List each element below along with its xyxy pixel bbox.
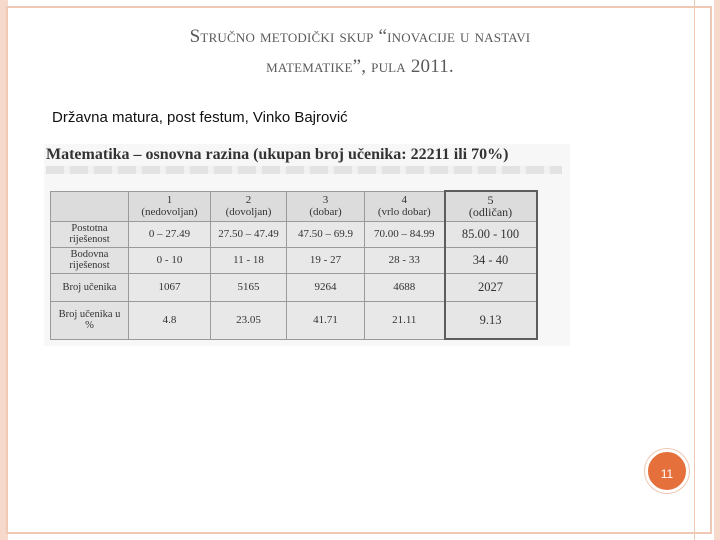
table-cell: 28 - 33: [365, 247, 445, 273]
table-cell: 9.13: [445, 301, 537, 339]
page-number-badge: 11: [645, 449, 689, 493]
table-cell: 19 - 27: [287, 247, 365, 273]
table-cell: 1067: [129, 273, 211, 301]
table-corner-cell: [51, 191, 129, 221]
row-label: Postotna riješenost: [51, 221, 129, 247]
table-cell: 9264: [287, 273, 365, 301]
slide-title-line-2: matematike”, pula 2011.: [266, 56, 454, 77]
grade-header-3: 3 (dobar): [287, 191, 365, 221]
grades-table: [50, 190, 538, 340]
slide-title-line-1: Stručno metodički skup “inovacije u nastavi: [189, 26, 531, 47]
table-cell: 27.50 – 47.49: [211, 221, 287, 247]
scanned-table-image: [44, 144, 570, 346]
table-row: [51, 301, 537, 339]
grade-header-1: 1 (nedovoljan): [129, 191, 211, 221]
table-cell: 41.71: [287, 301, 365, 339]
table-cell: 11 - 18: [211, 247, 287, 273]
table-row: [51, 273, 537, 301]
slide-title: [40, 22, 680, 82]
slide-subtitle: Državna matura, post festum, Vinko Bajrović: [52, 109, 348, 126]
table-row: [51, 247, 537, 273]
row-label: Broj učenika: [51, 273, 129, 301]
table-cell: 34 - 40: [445, 247, 537, 273]
scan-heading: Matematika – osnovna razina (ukupan broj učenika: 22211 ili 70%): [46, 146, 509, 163]
grade-header-2: 2 (dovoljan): [211, 191, 287, 221]
row-label: Bodovna riješenost: [51, 247, 129, 273]
table-cell: 5165: [211, 273, 287, 301]
table-cell: 4.8: [129, 301, 211, 339]
grade-header-5: 5 (odličan): [445, 191, 537, 221]
table-header-row: [51, 191, 537, 221]
table-row: [51, 221, 537, 247]
table-cell: 21.11: [365, 301, 445, 339]
table-cell: 4688: [365, 273, 445, 301]
table-cell: 0 – 27.49: [129, 221, 211, 247]
table-cell: 47.50 – 69.9: [287, 221, 365, 247]
table-cell: 85.00 - 100: [445, 221, 537, 247]
table-cell: 2027: [445, 273, 537, 301]
scan-faded-text: [46, 166, 562, 174]
table-cell: 0 - 10: [129, 247, 211, 273]
frame-right-band: [714, 0, 720, 540]
table-cell: 70.00 – 84.99: [365, 221, 445, 247]
table-cell: 23.05: [211, 301, 287, 339]
grade-header-4: 4 (vrlo dobar): [365, 191, 445, 221]
row-label: Broj učenika u %: [51, 301, 129, 339]
